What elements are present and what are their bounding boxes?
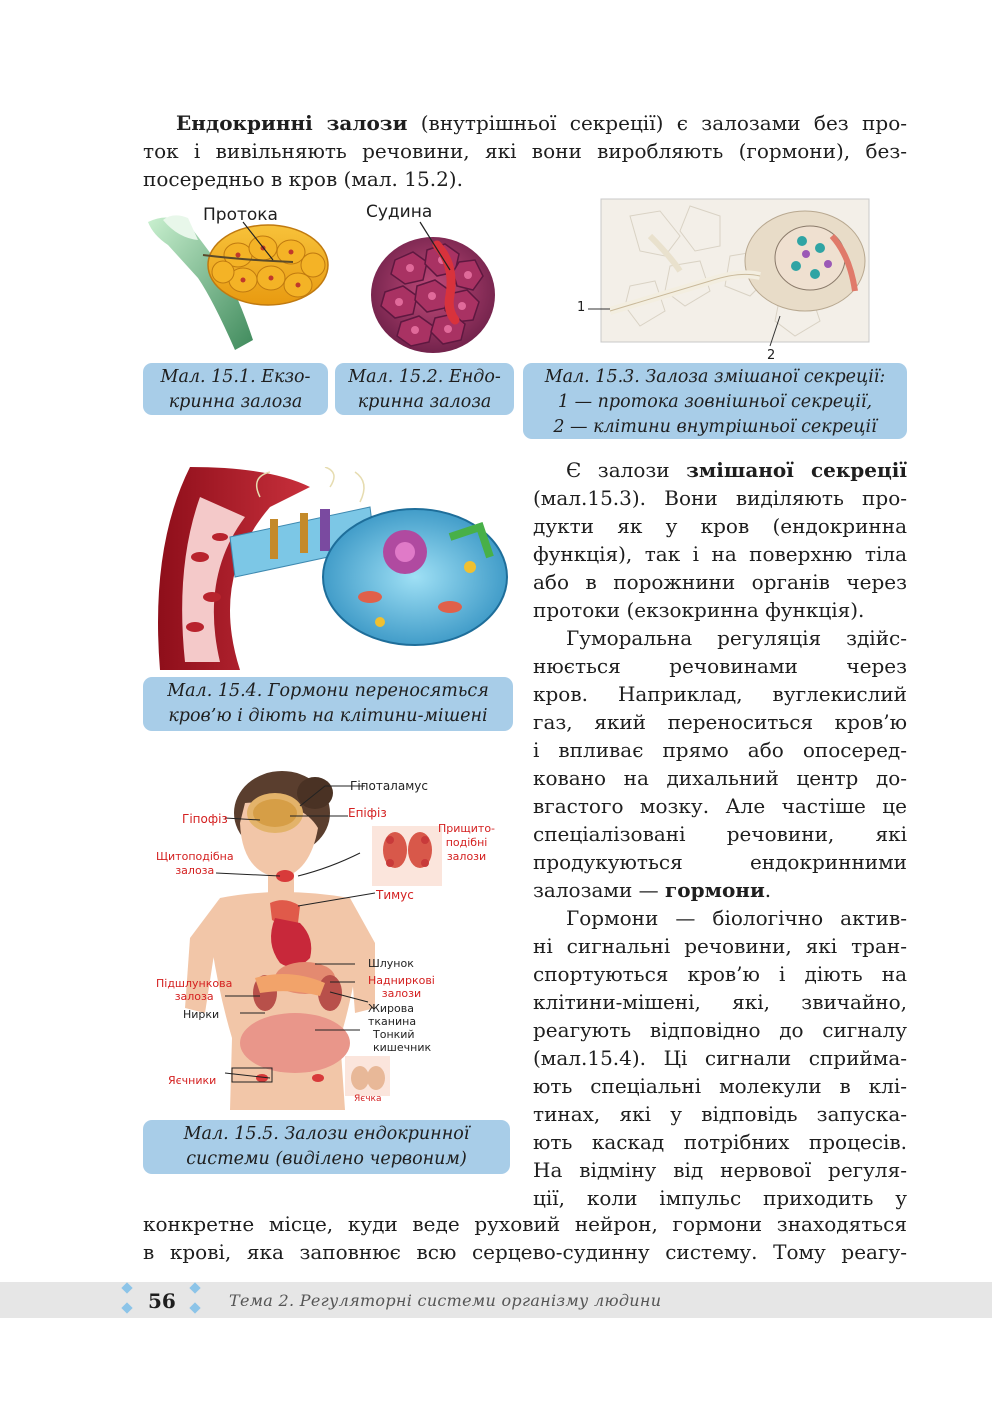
fig153-number-1: 1 bbox=[577, 300, 586, 315]
running-footer-title: Тема 2. Регуляторні системи організму людини bbox=[229, 1291, 662, 1310]
fig155-caption: Мал. 15.5. Залози ендокринної системи (виділено червоним) bbox=[143, 1120, 510, 1174]
hormone-target-cell-illustration bbox=[150, 467, 512, 670]
col-p1-l4: функція), так і на поверхню тіла bbox=[533, 542, 907, 566]
intro-line-3: посередньо в кров (мал. 15.2). bbox=[143, 167, 463, 191]
label-testes: Яєчка bbox=[354, 1094, 382, 1104]
col-p3-l3: спортуються кров’ю і діють на bbox=[533, 962, 907, 986]
col-p3-l9: ють каскад потрібних процесів. bbox=[533, 1130, 907, 1154]
label-duct: Протока bbox=[203, 205, 278, 225]
fig151-caption: Мал. 15.1. Екзо- кринна залоза bbox=[143, 363, 328, 415]
col-p2-l3: кров. Наприклад, вуглекислий bbox=[533, 682, 907, 706]
label-thyroid: Щитоподібна залоза bbox=[156, 850, 234, 877]
intro-term: Ендокринні залози bbox=[176, 111, 408, 135]
label-parathyroid: Прищито- подібні залози bbox=[438, 822, 496, 863]
col-p3-l1: Гормони — біологічно актив- bbox=[566, 906, 907, 930]
label-fat-tissue: Жирова тканина bbox=[368, 1002, 417, 1028]
col-p2-l7: вгастого мозку. Але частіше це bbox=[533, 794, 907, 818]
label-vessel: Судина bbox=[366, 202, 433, 222]
col-p2-l6: ковано на дихальний центр до- bbox=[533, 766, 907, 790]
col-p2-l8: спеціалізовані речовини, які bbox=[533, 822, 907, 846]
col-p1-l1: Є залози змішаної секреції bbox=[566, 458, 907, 482]
label-pancreas: Підшлункова залоза bbox=[156, 977, 233, 1003]
fig154-caption: Мал. 15.4. Гормони переносяться кров’ю і діють на клітини-мішені bbox=[143, 677, 513, 731]
col-p1-l2: (мал.15.3). Вони виділяють про- bbox=[533, 486, 907, 510]
intro-line-1: Ендокринні залози (внутрішньої секреції) є залозами без про- bbox=[176, 111, 907, 135]
col-p1-l6: протоки (екзокринна функція). bbox=[533, 598, 865, 622]
fig153-caption: Мал. 15.3. Залоза змішаної секреції: 1 — протока зовнішньої секреції, 2 — клітини внутрішньої секреції bbox=[523, 363, 907, 439]
label-epiphysis: Епіфіз bbox=[348, 806, 387, 820]
page-number: 56 bbox=[148, 1289, 176, 1313]
label-small-intestine: Тонкий кишечник bbox=[373, 1028, 432, 1054]
col-p2-l4: газ, який переноситься кров’ю bbox=[533, 710, 907, 734]
endocrine-gland-illustration bbox=[355, 200, 505, 360]
col-p1-l5: або в порожнини органів через bbox=[533, 570, 907, 594]
label-hypothalamus: Гіпоталамус bbox=[350, 779, 428, 793]
col-p3-l2: ні сигнальні речовини, які тран- bbox=[533, 934, 907, 958]
col-p3-l4: клітини-мішені, які, звичайно, bbox=[533, 990, 907, 1014]
col-p3-l6: (мал.15.4). Ці сигнали сприйма- bbox=[533, 1046, 907, 1070]
col-p3-l7: ють спеціальні молекули в клі- bbox=[533, 1074, 907, 1098]
col-p3-l11: ції, коли імпульс приходить у bbox=[533, 1186, 907, 1210]
fig153-number-2: 2 bbox=[767, 348, 776, 363]
col-p1-l3: дукти як у кров (ендокринна bbox=[533, 514, 907, 538]
col-p2-l1: Гуморальна регуляція здійс- bbox=[566, 626, 907, 650]
label-adrenal: Надниркові залози bbox=[368, 974, 435, 1000]
col-p3-l8: тинах, які у відповідь запуска- bbox=[533, 1102, 907, 1126]
mixed-gland-illustration bbox=[570, 196, 872, 364]
label-thymus: Тимус bbox=[376, 888, 414, 902]
col-p2-l9: продукуються ендокринними bbox=[533, 850, 907, 874]
intro-line-2: ток і вивільняють речовини, які вони виробляють (гормони), без- bbox=[143, 139, 907, 163]
col-p2-l10: залозами — гормони. bbox=[533, 878, 772, 902]
bottom-line-1: конкретне місце, куди веде руховий нейрон, гормони знаходяться bbox=[143, 1212, 907, 1236]
label-kidneys: Нирки bbox=[183, 1008, 220, 1021]
bottom-line-2: в крові, яка заповнює всю серцево-судинну систему. Тому реагу- bbox=[143, 1240, 907, 1264]
fig152-caption: Мал. 15.2. Ендо- кринна залоза bbox=[335, 363, 514, 415]
col-p2-l5: і впливає прямо або опосеред- bbox=[533, 738, 907, 762]
label-stomach: Шлунок bbox=[368, 957, 414, 970]
col-p3-l10: На відміну від нервової регуля- bbox=[533, 1158, 907, 1182]
label-ovaries: Яєчники bbox=[168, 1074, 217, 1087]
col-p3-l5: реагують відповідно до сигналу bbox=[533, 1018, 907, 1042]
col-p2-l2: нюється речовинами через bbox=[533, 654, 907, 678]
label-hypophysis: Гіпофіз bbox=[182, 812, 228, 826]
